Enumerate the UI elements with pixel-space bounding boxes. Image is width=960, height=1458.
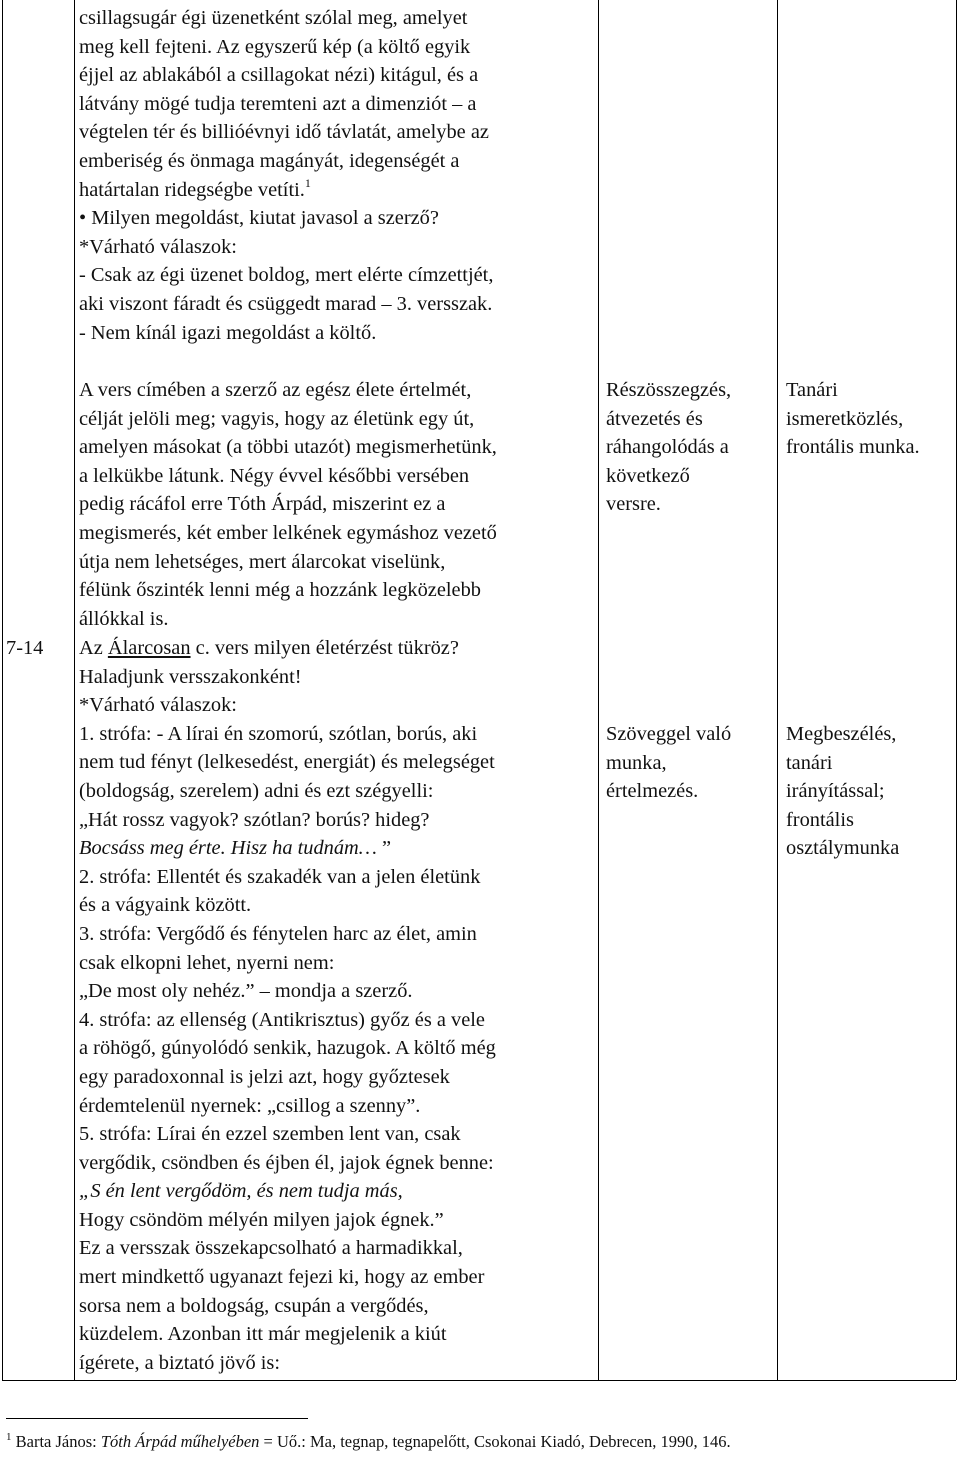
text-line: célját jelöli meg; vagyis, hogy az életünk egy út,	[79, 407, 475, 430]
text-line: nem tud fényt (lelkesedést, energiát) és melegséget	[79, 751, 495, 774]
work-form-line: irányítással;	[786, 780, 885, 803]
text-line: „De most oly nehéz.” – mondja a szerző.	[79, 980, 413, 1003]
quote-line	[79, 834, 595, 863]
text-line: látvány mögé tudja teremteni azt a dimenziót – a	[79, 92, 477, 115]
answer-line: - Nem kínál igazi megoldást a költő.	[79, 321, 377, 344]
text-line: pedig rácáfol erre Tóth Árpád, miszerint ez a	[79, 493, 446, 516]
text-line: A vers címében a szerző az egész élete értelmét,	[79, 379, 472, 401]
row2-work-form	[786, 376, 956, 462]
text-line: a röhögő, gúnyolódó senkik, hazugok. A költő még	[79, 1037, 496, 1060]
text-line-with-ref	[79, 176, 595, 205]
work-form-line: Megbeszélés,	[786, 723, 897, 745]
text-line: Hogy csöndöm mélyén milyen jajok égnek.”	[79, 1208, 444, 1231]
text-line: éjjel az ablakából a csillagokat nézi) kitágul, és a	[79, 64, 479, 87]
text-line: félünk őszinték lenni még a hozzánk legközelebb	[79, 579, 481, 602]
text-line: (boldogság, szerelem) adni és ezt szégyelli:	[79, 779, 434, 802]
work-form-line: Tanári	[786, 379, 838, 401]
italic-quote: Bocsáss meg érte. Hisz ha tudnám…	[79, 837, 377, 860]
method-line: Szöveggel való	[606, 723, 732, 745]
row2-content	[79, 376, 595, 633]
row3-method	[606, 720, 776, 806]
row3-work-form	[786, 720, 956, 863]
row2-method	[606, 376, 776, 519]
text-line: meg kell fejteni. Az egyszerű kép (a költő egyik	[79, 35, 471, 58]
expected-answers-label: *Várható válaszok:	[79, 235, 237, 258]
text-line: 1. strófa: - A lírai én szomorú, szótlan, borús, aki	[79, 722, 478, 745]
text-line: Ez a versszak összekapcsolható a harmadikkal,	[79, 1237, 463, 1260]
text-line: 2. strófa: Ellentét és szakadék van a jelen életünk	[79, 865, 481, 888]
quote-line: „Hát rossz vagyok? szótlan? borús? hideg?	[79, 808, 430, 831]
table-left-border	[2, 0, 3, 1380]
method-line: értelmezés.	[606, 780, 699, 803]
text-line: 4. strófa: az ellenség (Antikrisztus) győz és a vele	[79, 1008, 485, 1031]
table-right-border	[956, 0, 957, 1380]
text-line: állókkal is.	[79, 607, 169, 630]
text-line: küzdelem. Azonban itt már megjelenik a kiút	[79, 1323, 447, 1346]
text-line: csak elkopni lehet, nyerni nem:	[79, 951, 335, 974]
text-line: Haladjunk versszakonként!	[79, 665, 302, 688]
row1-content	[79, 4, 595, 347]
work-form-line: ismeretközlés,	[786, 407, 904, 430]
footnote	[6, 1430, 956, 1454]
text-line: útja nem lehetséges, mert álarcokat viselünk,	[79, 550, 446, 573]
answer-line: aki viszont fáradt és csüggedt marad – 3. versszak.	[79, 292, 493, 315]
text-line: ígérete, a biztató jövő is:	[79, 1351, 281, 1374]
footnote-rest: = Uő.: Ma, tegnap, tegnapelőtt, Csokonai Kiadó, Debrecen, 1990, 146.	[259, 1432, 731, 1451]
work-form-line: frontális munka.	[786, 436, 920, 459]
table-col-divider-1	[74, 0, 75, 1380]
footnote-reference: 1	[304, 175, 311, 190]
method-line: versre.	[606, 493, 661, 516]
footnote-author: Barta János:	[15, 1432, 101, 1451]
text-line: amelyen másokat (a többi utazót) megismerhetünk,	[79, 436, 497, 459]
text-line: és a vágyaink között.	[79, 894, 252, 917]
expected-answers-label: *Várható válaszok:	[79, 694, 237, 717]
table-col-divider-2	[598, 0, 599, 1380]
method-line: ráhangolódás a	[606, 436, 729, 459]
work-form-line: frontális	[786, 808, 854, 831]
text-line: vergődik, csöndben és éjben él, jajok égnek benne:	[79, 1151, 494, 1174]
method-line: Részösszegzés,	[606, 379, 732, 401]
footnote-book-title: Tóth Árpád műhelyében	[100, 1432, 260, 1451]
footnote-separator	[6, 1418, 308, 1419]
text-line: mert mindkettő ugyanazt fejezi ki, hogy az ember	[79, 1266, 485, 1289]
text-line: 5. strófa: Lírai én ezzel szemben lent van, csak	[79, 1123, 461, 1146]
text-line: egy paradoxonnal is jelzi azt, hogy győztesek	[79, 1065, 450, 1088]
poem-question	[79, 634, 595, 663]
method-line: következő	[606, 464, 690, 487]
poem-title: Álarcosan	[107, 637, 191, 659]
text-line: csillagsugár égi üzenetként szólal meg, amelyet	[79, 7, 468, 29]
row1-lines	[79, 4, 595, 176]
text-line: sorsa nem a boldogság, csupán a vergődés,	[79, 1294, 429, 1317]
work-form-line: osztálymunka	[786, 837, 900, 860]
text-line: határtalan ridegségbe vetíti.	[79, 178, 305, 201]
footnote-number: 1	[6, 1431, 12, 1443]
table-bottom-border	[2, 1380, 956, 1381]
text-line: a lelkükbe látunk. Négy évvel későbbi versében	[79, 464, 470, 487]
poem-question-suffix: c. vers milyen életérzést tükröz?	[190, 637, 459, 659]
text-line: 3. strófa: Vergődő és fénytelen harc az élet, amin	[79, 922, 477, 945]
row3-content	[79, 634, 595, 1377]
question-bullet: • Milyen megoldást, kiutat javasol a szerző?	[79, 207, 439, 230]
italic-quote: „S én lent vergődöm, és nem tudja más,	[79, 1180, 403, 1203]
poem-question-prefix: Az	[79, 637, 108, 659]
method-line: átvezetés és	[606, 407, 703, 430]
text-line: emberiség és önmaga magányát, idegenségét a	[79, 149, 460, 172]
quote-close: ”	[376, 837, 392, 860]
lesson-number: 7-14	[6, 637, 44, 659]
text-line: érdemtelenül nyernek: „csillog a szenny”.	[79, 1094, 421, 1117]
answer-line: - Csak az égi üzenet boldog, mert elérte címzettjét,	[79, 264, 494, 287]
method-line: munka,	[606, 751, 667, 774]
work-form-line: tanári	[786, 751, 833, 774]
table-col-divider-3	[777, 0, 778, 1380]
text-line: végtelen tér és billióévnyi idő távlatát, amelybe az	[79, 121, 489, 144]
row3-lesson-number	[6, 634, 72, 663]
text-line: megismerés, két ember lelkének egymáshoz vezető	[79, 521, 497, 544]
